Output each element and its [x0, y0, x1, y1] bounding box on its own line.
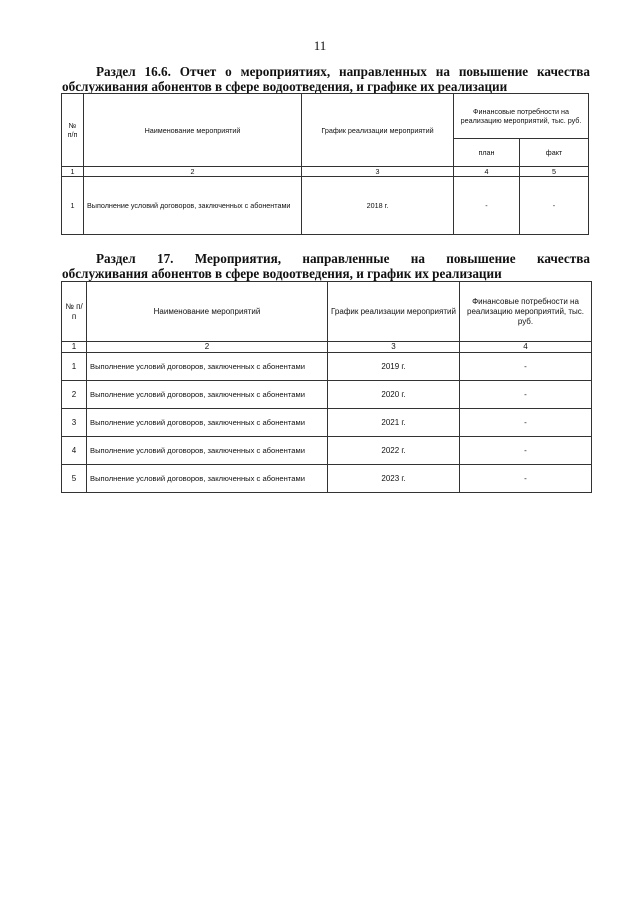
- heading-word: Раздел: [96, 251, 136, 266]
- heading-word: о: [225, 64, 232, 79]
- heading-word: направленные: [302, 251, 390, 266]
- row-name: Выполнение условий договоров, заключенных с абонентами: [87, 465, 328, 493]
- column-number: 1: [62, 167, 84, 177]
- row-schedule: 2022 г.: [328, 437, 460, 465]
- column-number: 2: [84, 167, 302, 177]
- header-num: № п/п: [62, 94, 84, 167]
- row-schedule: 2023 г.: [328, 465, 460, 493]
- table-row: [62, 465, 592, 493]
- column-number: 4: [460, 342, 592, 353]
- heading-word: на: [435, 64, 450, 79]
- heading-word: мероприятиях,: [240, 64, 331, 79]
- row-schedule: 2018 г.: [302, 177, 454, 235]
- heading-word: повышение: [446, 251, 516, 266]
- table-row: [62, 177, 589, 235]
- header-fact: факт: [520, 139, 589, 167]
- row-num: 3: [62, 409, 87, 437]
- section-17-heading-line2: обслуживания абонентов в сфере водоотведения, и график их реализации: [62, 266, 502, 281]
- section-17-heading-line1: [62, 251, 590, 266]
- heading-word: Отчет: [179, 64, 217, 79]
- table-row: [62, 353, 592, 381]
- section-16-6-heading-line2: обслуживания абонентов в сфере водоотведения, и графике их реализации: [62, 79, 508, 94]
- heading-word: повышение: [458, 64, 529, 79]
- header-finance: Финансовые потребности на реализацию мероприятий, тыс. руб.: [454, 94, 589, 139]
- row-name: Выполнение условий договоров, заключенных с абонентами: [87, 409, 328, 437]
- section-16-6-table: [61, 93, 589, 235]
- column-number: 1: [62, 342, 87, 353]
- heading-word: Мероприятия,: [194, 251, 282, 266]
- table-row: [62, 437, 592, 465]
- row-num: 1: [62, 353, 87, 381]
- section-16-6-heading: [62, 64, 590, 94]
- table-row: [62, 381, 592, 409]
- row-num: 2: [62, 381, 87, 409]
- header-schedule: График реализации мероприятий: [302, 94, 454, 167]
- header-name: Наименование мероприятий: [87, 282, 328, 342]
- row-finance: -: [460, 437, 592, 465]
- header-finance: Финансовые потребности на реализацию мероприятий, тыс. руб.: [460, 282, 592, 342]
- heading-word: направленных: [339, 64, 427, 79]
- heading-word: 16.6.: [144, 64, 171, 79]
- column-number: 4: [454, 167, 520, 177]
- heading-word: на: [410, 251, 425, 266]
- row-plan: -: [454, 177, 520, 235]
- row-name: Выполнение условий договоров, заключенных с абонентами: [84, 177, 302, 235]
- row-finance: -: [460, 353, 592, 381]
- table-header-row: [62, 94, 589, 139]
- row-fact: -: [520, 177, 589, 235]
- row-name: Выполнение условий договоров, заключенных с абонентами: [87, 353, 328, 381]
- row-finance: -: [460, 409, 592, 437]
- column-number: 2: [87, 342, 328, 353]
- column-number-row: [62, 167, 589, 177]
- page-number: 11: [313, 38, 327, 53]
- row-name: Выполнение условий договоров, заключенных с абонентами: [87, 381, 328, 409]
- header-schedule: График реализации мероприятий: [328, 282, 460, 342]
- row-num: 5: [62, 465, 87, 493]
- header-name: Наименование мероприятий: [84, 94, 302, 167]
- row-num: 1: [62, 177, 84, 235]
- row-num: 4: [62, 437, 87, 465]
- heading-word: качества: [536, 251, 590, 266]
- row-finance: -: [460, 465, 592, 493]
- row-finance: -: [460, 381, 592, 409]
- header-num: № п/п: [62, 282, 87, 342]
- table-row: [62, 409, 592, 437]
- table-header-row: [62, 282, 592, 342]
- column-number: 3: [328, 342, 460, 353]
- column-number-row: [62, 342, 592, 353]
- heading-word: Раздел: [96, 64, 136, 79]
- row-schedule: 2020 г.: [328, 381, 460, 409]
- header-plan: план: [454, 139, 520, 167]
- heading-word: 17.: [156, 251, 174, 266]
- row-schedule: 2019 г.: [328, 353, 460, 381]
- section-16-6-heading-line1: [62, 64, 590, 79]
- row-name: Выполнение условий договоров, заключенных с абонентами: [87, 437, 328, 465]
- heading-word: качества: [537, 64, 590, 79]
- column-number: 5: [520, 167, 589, 177]
- section-17-table: [61, 281, 592, 493]
- column-number: 3: [302, 167, 454, 177]
- row-schedule: 2021 г.: [328, 409, 460, 437]
- section-17-heading: [62, 251, 590, 281]
